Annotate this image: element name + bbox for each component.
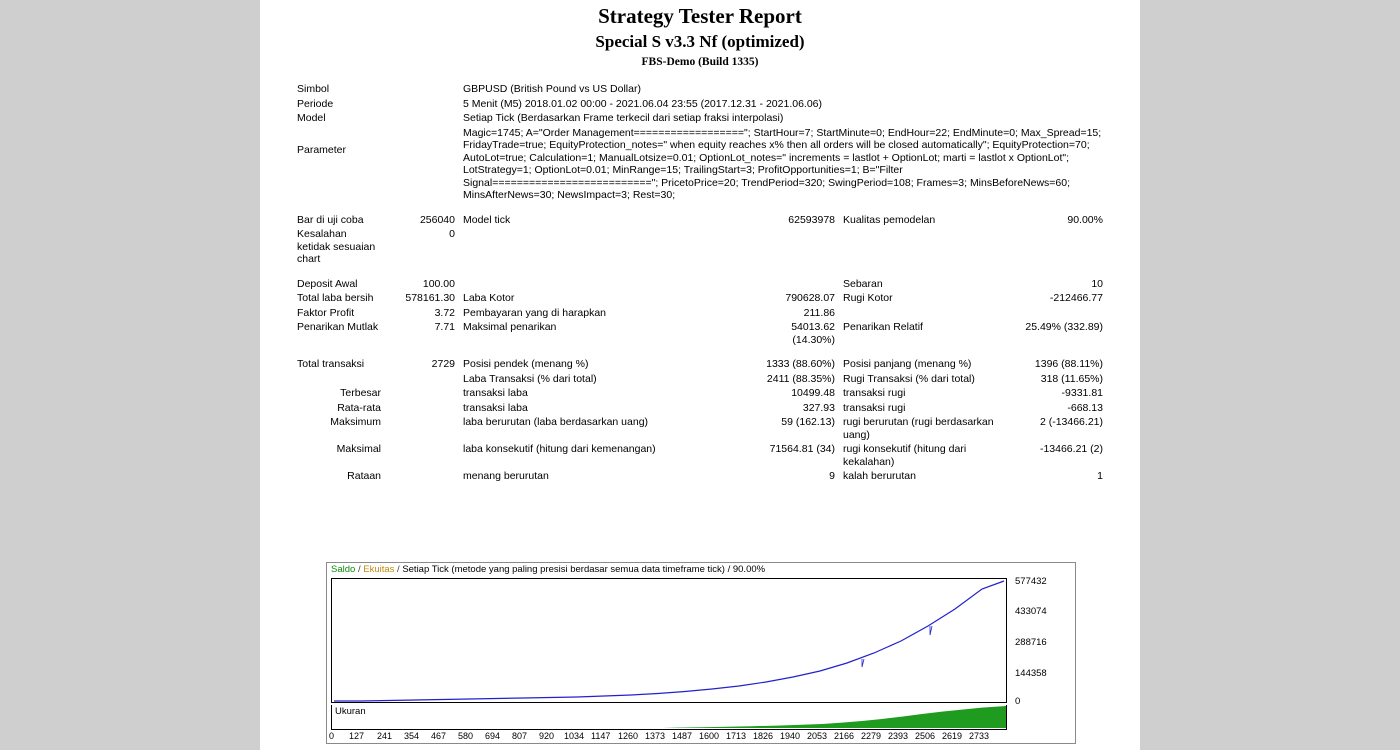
legend-separator: / xyxy=(397,564,400,575)
net-profit-row xyxy=(293,291,1107,306)
total-trades-label: Total transaksi xyxy=(297,358,365,370)
gross-profit-label: Laba Kotor xyxy=(463,292,515,304)
x-label: 1147 xyxy=(591,731,611,741)
x-label: 354 xyxy=(404,731,420,741)
largest-loss-label: transaksi rugi xyxy=(843,387,906,399)
lots-label: Ukuran xyxy=(335,706,366,717)
model-value: Setiap Tick (Berdasarkan Frame terkecil dari setiap fraksi interpolasi) xyxy=(463,112,784,124)
long-positions-label: Posisi panjang (menang %) xyxy=(843,358,972,370)
short-positions-value: 1333 (88.60%) xyxy=(766,358,835,370)
avg-consecutive-losses-label: kalah berurutan xyxy=(843,470,916,482)
ticks-value: 62593978 xyxy=(788,213,835,226)
maximum-label: Maksimum xyxy=(330,416,381,428)
y-label: 144358 xyxy=(1015,668,1047,679)
info-table xyxy=(293,82,1107,484)
average-profit-value: 327.93 xyxy=(802,401,835,414)
profit-factor-row xyxy=(293,306,1107,321)
net-profit-value: 578161.30 xyxy=(405,292,455,304)
avg-consecutive-wins-label: menang berurutan xyxy=(463,470,549,482)
quality-value: 90.00% xyxy=(1067,213,1103,226)
average-loss-label: transaksi rugi xyxy=(843,401,906,414)
model-label: Model xyxy=(297,112,326,124)
total-trades-row xyxy=(293,357,1107,372)
profit-factor-value: 3.72 xyxy=(434,306,455,319)
avg-consecutive-losses-value: 1 xyxy=(1097,470,1103,482)
param-line: FridayTrade=true; EquityProtection_notes=" when equity reaches x% then all orders will be closed automatically"; EquityProtection=70; xyxy=(463,139,1090,151)
maximal-loss-value: -13466.21 (2) xyxy=(1039,443,1103,455)
lots-area xyxy=(662,706,1006,728)
average-loss-value: -668.13 xyxy=(1067,401,1103,414)
balance-plot xyxy=(331,578,1007,703)
loss-trades-value: 318 (11.65%) xyxy=(1040,372,1103,385)
page-subtitle: Special S v3.3 Nf (optimized) xyxy=(595,32,805,51)
balance-curve-svg xyxy=(332,579,1006,702)
relative-drawdown-value: 25.49% (332.89) xyxy=(1025,321,1103,333)
avg-consecutive-wins-value: 9 xyxy=(829,470,835,482)
profit-trades-label: Laba Transaksi (% dari total) xyxy=(463,372,597,385)
x-label: 1260 xyxy=(618,731,639,741)
gross-loss-value: -212466.77 xyxy=(1049,292,1103,304)
max-consecutive-wins-value: 59 (162.13) xyxy=(781,416,835,428)
symbol-row xyxy=(293,82,1107,97)
mismatch-label: Kesalahan ketidak sesuaian chart xyxy=(297,228,376,265)
x-label: 1713 xyxy=(726,731,747,741)
equity-spike xyxy=(930,626,932,635)
x-label: 2053 xyxy=(807,731,828,741)
drawdown-row xyxy=(293,320,1107,347)
y-label: 577432 xyxy=(1015,576,1047,587)
loss-trades-label: Rugi Transaksi (% dari total) xyxy=(843,372,975,385)
deposit-label: Deposit Awal xyxy=(297,277,358,290)
x-label: 1373 xyxy=(645,731,666,741)
symbol-value: GBPUSD (British Pound vs US Dollar) xyxy=(463,83,641,95)
maximal-loss-label: rugi konsekutif (hitung dari kekalahan) xyxy=(843,443,967,468)
spacer xyxy=(293,347,1107,357)
x-label: 580 xyxy=(458,731,474,741)
quality-label: Kualitas pemodelan xyxy=(843,213,936,226)
spread-label: Sebaran xyxy=(843,277,883,290)
y-label: 433074 xyxy=(1015,606,1047,617)
deposit-value: 100.00 xyxy=(422,277,455,290)
x-label: 2506 xyxy=(915,731,936,741)
balance-curve xyxy=(334,581,1004,701)
legend-quality: / 90.00% xyxy=(727,564,766,575)
short-positions-label: Posisi pendek (menang %) xyxy=(463,358,589,370)
gross-loss-label: Rugi Kotor xyxy=(843,292,893,304)
x-label: 2393 xyxy=(888,731,909,741)
x-label: 1826 xyxy=(753,731,774,741)
average-consecutive-row xyxy=(293,469,1107,484)
x-label: 0 xyxy=(329,731,335,741)
maximal-profit-value: 71564.81 (34) xyxy=(769,443,835,455)
ticks-label: Model tick xyxy=(463,213,511,226)
x-label: 920 xyxy=(539,731,555,741)
bars-value: 256040 xyxy=(419,213,455,226)
equity-chart xyxy=(326,562,1076,744)
max-drawdown-value: 54013.62 (14.30%) xyxy=(791,321,835,346)
x-label: 2619 xyxy=(942,731,963,741)
param-line: Magic=1745; A="Order Management=================="; StartHour=7; StartMinute=0; EndHour=22; EndMinute=0; Max_Spread=15; xyxy=(463,126,1102,139)
x-label: 1487 xyxy=(672,731,693,741)
x-label: 467 xyxy=(431,731,447,741)
mismatch-value: 0 xyxy=(449,228,455,240)
period-value: 5 Menit (M5) 2018.01.02 00:00 - 2021.06.04 23:55 (2017.12.31 - 2021.06.06) xyxy=(463,97,823,110)
bars-label: Bar di uji coba xyxy=(297,213,364,226)
max-drawdown-label: Maksimal penarikan xyxy=(463,321,557,333)
average-consecutive-label: Rataan xyxy=(347,470,381,482)
largest-profit-label: transaksi laba xyxy=(463,387,528,399)
total-trades-value: 2729 xyxy=(431,358,455,370)
relative-drawdown-label: Penarikan Relatif xyxy=(843,321,923,333)
report-page xyxy=(260,0,1140,750)
absolute-drawdown-label: Penarikan Mutlak xyxy=(297,321,379,333)
long-positions-value: 1396 (88.11%) xyxy=(1034,358,1103,370)
param-line: LotStrategy=1; OptionLot=0.01; MinRange=15; TrailingStart=3; ProfitOpportunities=1; B="Filter xyxy=(463,164,903,176)
parameter-value xyxy=(459,126,1107,203)
x-label: 1034 xyxy=(564,731,585,741)
y-axis-labels xyxy=(1013,576,1075,707)
profit-trades-row xyxy=(293,372,1107,387)
profit-trades-value: 2411 (88.35%) xyxy=(766,372,835,385)
gross-profit-value: 790628.07 xyxy=(785,292,835,304)
largest-loss-value: -9331.81 xyxy=(1061,387,1103,399)
average-row xyxy=(293,401,1107,416)
absolute-drawdown-value: 7.71 xyxy=(434,321,455,333)
largest-profit-value: 10499.48 xyxy=(791,387,835,399)
max-consecutive-losses-value: 2 (-13466.21) xyxy=(1039,416,1103,428)
x-label: 2166 xyxy=(834,731,855,741)
spread-value: 10 xyxy=(1091,277,1103,290)
x-label: 2279 xyxy=(861,731,882,741)
y-label: 0 xyxy=(1015,696,1021,707)
profit-factor-label: Faktor Profit xyxy=(297,306,355,319)
x-label: 1940 xyxy=(780,731,801,741)
x-label: 2733 xyxy=(969,731,990,741)
symbol-label: Simbol xyxy=(297,83,330,95)
chart-legend xyxy=(327,563,1075,577)
x-label: 1600 xyxy=(699,731,720,741)
param-line: Signal=========================="; PricetoPrice=20; TrendPeriod=320; SwingPeriod=108; Frames=3; MinsBeforeNews=60; xyxy=(463,176,1071,189)
mismatch-row xyxy=(293,227,1107,267)
maximal-row xyxy=(293,442,1107,469)
deposit-row xyxy=(293,277,1107,292)
average-profit-label: transaksi laba xyxy=(463,401,528,414)
max-consecutive-losses-label: rugi berurutan (rugi berdasarkan uang) xyxy=(843,416,994,441)
parameter-row xyxy=(293,126,1107,203)
net-profit-label: Total laba bersih xyxy=(297,292,374,304)
largest-row xyxy=(293,386,1107,401)
x-label: 807 xyxy=(512,731,528,741)
x-label: 127 xyxy=(349,731,365,741)
legend-model: Setiap Tick (metode yang paling presisi berdasar semua data timeframe tick) xyxy=(402,564,725,575)
lot-size-plot xyxy=(331,705,1007,730)
average-label: Rata-rata xyxy=(337,401,381,414)
parameter-label: Parameter xyxy=(297,143,347,156)
legend-ekuitas: Ekuitas xyxy=(363,564,395,575)
maximal-label: Maksimal xyxy=(336,443,381,455)
x-axis-labels xyxy=(327,731,1017,745)
legend-separator: / xyxy=(357,564,361,575)
largest-label: Terbesar xyxy=(340,387,381,399)
page-title: Strategy Tester Report xyxy=(598,4,802,28)
period-label: Periode xyxy=(297,97,334,110)
param-line: MinsAfterNews=30; NewsImpact=3; Rest=30; xyxy=(463,189,676,201)
broker-build: FBS-Demo (Build 1335) xyxy=(641,56,759,68)
legend-saldo: Saldo xyxy=(331,564,356,575)
expected-payoff-label: Pembayaran yang di harapkan xyxy=(463,306,607,319)
x-label: 241 xyxy=(377,731,393,741)
bars-row xyxy=(293,213,1107,228)
spacer xyxy=(293,267,1107,277)
y-label: 288716 xyxy=(1015,637,1047,648)
param-line: AutoLot=true; Calculation=1; ManualLotsize=0.01; OptionLot_notes=" increments = lastlot + OptionLot; marti = lastlot x OptionLot"; xyxy=(463,151,1070,164)
equity-spike xyxy=(862,659,864,667)
lots-histogram-svg xyxy=(332,705,1006,728)
expected-payoff-value: 211.86 xyxy=(803,306,835,319)
maximal-profit-label: laba konsekutif (hitung dari kemenangan) xyxy=(463,443,656,455)
period-row xyxy=(293,97,1107,112)
maximum-row xyxy=(293,415,1107,442)
model-row xyxy=(293,111,1107,126)
max-consecutive-wins-label: laba berurutan (laba berdasarkan uang) xyxy=(463,416,649,428)
spacer xyxy=(293,203,1107,213)
x-label: 694 xyxy=(485,731,501,741)
